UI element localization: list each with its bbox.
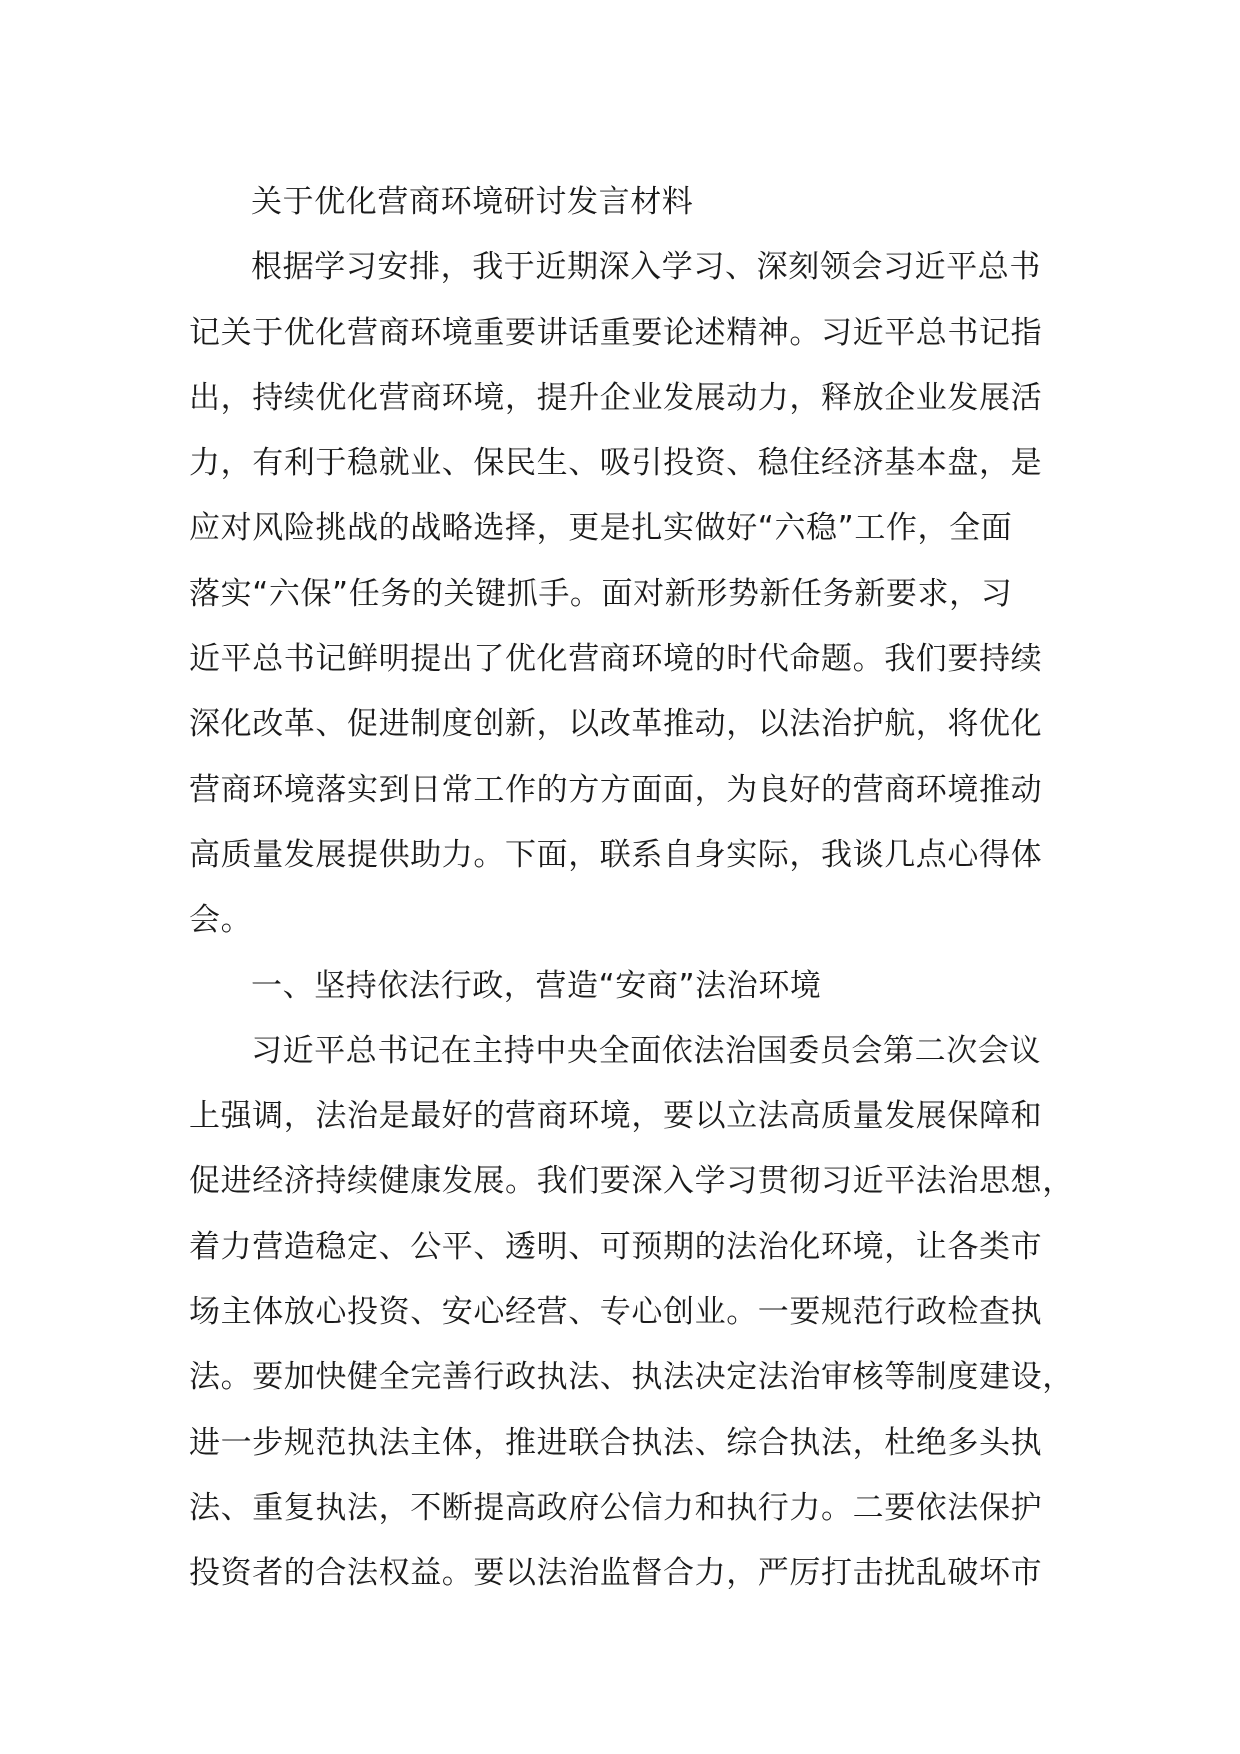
text-line: 一、坚持依法行政，营造“安商”法治环境 [251,967,822,1004]
text-line: 落实“六保”任务的关键抓手。面对新形势新任务新要求，习 [189,575,1013,612]
text-line: 投资者的合法权益。要以法治监督合力，严厉打击扰乱破坏市 [189,1555,1043,1592]
text-line: 法、重复执法，不断提高政府公信力和执行力。二要依法保护 [189,1489,1043,1526]
text-line: 出，持续优化营商环境，提升企业发展动力，释放企业发展活 [189,379,1043,416]
text-line: 力，有利于稳就业、保民生、吸引投资、稳住经济基本盘，是 [189,445,1043,482]
text-line: 场主体放心投资、安心经营、专心创业。一要规范行政检查执 [189,1294,1043,1331]
text-line: 着力营造稳定、公平、透明、可预期的法治化环境，让各类市 [189,1228,1043,1265]
text-line: 近平总书记鲜明提出了优化营商环境的时代命题。我们要持续 [189,641,1043,678]
text-line: 上强调，法治是最好的营商环境，要以立法高质量发展保障和 [189,1098,1043,1135]
text-line: 法。要加快健全完善行政执法、执法决定法治审核等制度建设， [189,1359,1074,1396]
document-page [189,170,1074,1607]
text-line: 习近平总书记在主持中央全面依法治国委员会第二次会议 [251,1032,1041,1069]
text-line: 营商环境落实到日常工作的方方面面，为良好的营商环境推动 [189,771,1043,808]
text-line: 应对风险挑战的战略选择，更是扎实做好“六稳”工作，全面 [189,510,1013,547]
text-line: 促进经济持续健康发展。我们要深入学习贯彻习近平法治思想， [189,1163,1074,1200]
text-line: 高质量发展提供助力。下面，联系自身实际，我谈几点心得体 [189,836,1043,873]
text-line: 深化改革、促进制度创新，以改革推动，以法治护航，将优化 [189,706,1043,743]
text-line: 会。 [189,902,253,939]
text-line: 根据学习安排，我于近期深入学习、深刻领会习近平总书 [251,249,1041,286]
document-title: 关于优化营商环境研讨发言材料 [251,184,694,220]
text-line: 进一步规范执法主体，推进联合执法、综合执法，杜绝多头执 [189,1424,1043,1461]
text-line: 记关于优化营商环境重要讲话重要论述精神。习近平总书记指 [189,314,1043,351]
